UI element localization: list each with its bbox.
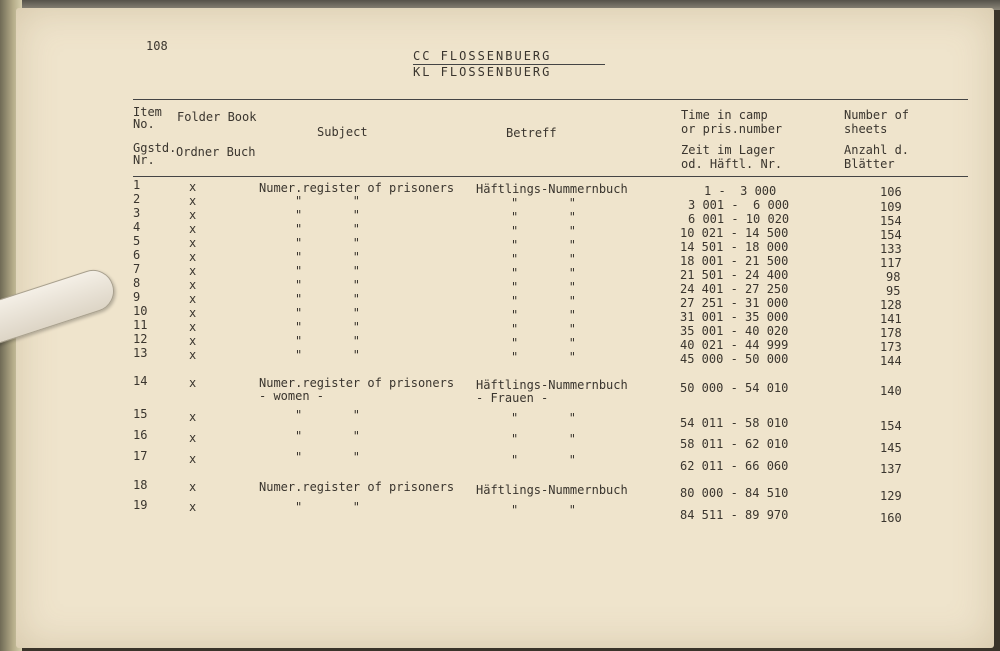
row-16-range: 58 011 - 62 010 bbox=[680, 437, 789, 451]
row-17-betreff: " " bbox=[511, 453, 577, 467]
row-2-no: 2 bbox=[133, 192, 141, 206]
header-folder-book: Folder Book bbox=[177, 110, 257, 124]
row-15-sheets: 154 bbox=[880, 419, 902, 433]
row-14-betreff-2: - Frauen - bbox=[476, 391, 549, 405]
row-5-betreff: " " bbox=[511, 238, 577, 252]
row-14-sheets: 140 bbox=[880, 384, 902, 398]
row-19-range: 84 511 - 89 970 bbox=[680, 508, 789, 522]
row-2-x: x bbox=[189, 194, 197, 208]
row-18-x: x bbox=[189, 480, 197, 494]
row-10-x: x bbox=[189, 306, 197, 320]
row-1-sheets: 106 bbox=[880, 185, 902, 199]
row-12-no: 12 bbox=[133, 332, 148, 346]
row-4-sheets: 154 bbox=[880, 228, 902, 242]
row-10-betreff: " " bbox=[511, 308, 577, 322]
row-15-betreff: " " bbox=[511, 411, 577, 425]
row-19-subject: " " bbox=[295, 500, 361, 514]
row-6-x: x bbox=[189, 250, 197, 264]
header-sheets-de1: Anzahl d. bbox=[844, 143, 910, 157]
row-17-x: x bbox=[189, 452, 197, 466]
row-16-subject: " " bbox=[295, 429, 361, 443]
row-9-betreff: " " bbox=[511, 294, 577, 308]
row-14-subject-2: - women - bbox=[259, 389, 325, 403]
row-7-subject: " " bbox=[295, 264, 361, 278]
row-9-no: 9 bbox=[133, 290, 141, 304]
row-19-betreff: " " bbox=[511, 503, 577, 517]
row-16-betreff: " " bbox=[511, 432, 577, 446]
row-2-range: 3 001 - 6 000 bbox=[688, 198, 790, 212]
row-13-subject: " " bbox=[295, 348, 361, 362]
row-3-subject: " " bbox=[295, 208, 361, 222]
header-item-de2: Nr. bbox=[133, 153, 155, 167]
row-6-sheets: 117 bbox=[880, 256, 902, 270]
row-17-sheets: 137 bbox=[880, 462, 902, 476]
row-15-subject: " " bbox=[295, 408, 361, 422]
row-6-no: 6 bbox=[133, 248, 141, 262]
row-10-subject: " " bbox=[295, 306, 361, 320]
row-14-range: 50 000 - 54 010 bbox=[680, 381, 789, 395]
row-13-x: x bbox=[189, 348, 197, 362]
header-top-rule bbox=[133, 99, 968, 100]
row-8-no: 8 bbox=[133, 276, 141, 290]
row-6-betreff: " " bbox=[511, 252, 577, 266]
row-15-no: 15 bbox=[133, 407, 148, 421]
row-11-x: x bbox=[189, 320, 197, 334]
header-betreff: Betreff bbox=[506, 126, 557, 140]
header-time-en1: Time in camp bbox=[681, 108, 768, 122]
row-14-betreff: Häftlings-Nummernbuch bbox=[476, 378, 628, 392]
row-15-range: 54 011 - 58 010 bbox=[680, 416, 789, 430]
index-tab[interactable] bbox=[0, 265, 119, 349]
row-2-betreff: " " bbox=[511, 196, 577, 210]
row-18-range: 80 000 - 84 510 bbox=[680, 486, 789, 500]
row-16-no: 16 bbox=[133, 428, 148, 442]
row-9-range: 27 251 - 31 000 bbox=[680, 296, 789, 310]
row-10-range: 31 001 - 35 000 bbox=[680, 310, 789, 324]
row-9-subject: " " bbox=[295, 292, 361, 306]
row-4-betreff: " " bbox=[511, 224, 577, 238]
row-4-no: 4 bbox=[133, 220, 141, 234]
row-7-no: 7 bbox=[133, 262, 141, 276]
row-18-betreff: Häftlings-Nummernbuch bbox=[476, 483, 628, 497]
row-3-x: x bbox=[189, 208, 197, 222]
row-11-sheets: 178 bbox=[880, 326, 902, 340]
row-4-range: 10 021 - 14 500 bbox=[680, 226, 789, 240]
row-13-no: 13 bbox=[133, 346, 148, 360]
row-17-no: 17 bbox=[133, 449, 148, 463]
row-5-no: 5 bbox=[133, 234, 141, 248]
row-18-no: 18 bbox=[133, 478, 148, 492]
row-3-no: 3 bbox=[133, 206, 141, 220]
row-13-sheets: 144 bbox=[880, 354, 902, 368]
row-11-no: 11 bbox=[133, 318, 148, 332]
page-number: 108 bbox=[146, 39, 168, 53]
row-14-x: x bbox=[189, 376, 197, 390]
row-2-sheets: 109 bbox=[880, 200, 902, 214]
row-8-betreff: " " bbox=[511, 280, 577, 294]
row-13-range: 45 000 - 50 000 bbox=[680, 352, 789, 366]
row-11-subject: " " bbox=[295, 320, 361, 334]
row-6-range: 18 001 - 21 500 bbox=[680, 254, 789, 268]
row-7-range: 21 501 - 24 400 bbox=[680, 268, 789, 282]
header-item-en: Item bbox=[133, 105, 162, 119]
header-bottom-rule bbox=[133, 176, 968, 177]
row-7-sheets: 98 bbox=[886, 270, 901, 284]
row-1-betreff: Häftlings-Nummernbuch bbox=[476, 182, 628, 196]
row-5-range: 14 501 - 18 000 bbox=[680, 240, 789, 254]
row-12-range: 40 021 - 44 999 bbox=[680, 338, 789, 352]
row-5-subject: " " bbox=[295, 236, 361, 250]
header-ordner-buch: Ordner Buch bbox=[176, 145, 256, 159]
row-10-no: 10 bbox=[133, 304, 148, 318]
row-12-subject: " " bbox=[295, 334, 361, 348]
row-19-x: x bbox=[189, 500, 197, 514]
row-3-range: 6 001 - 10 020 bbox=[688, 212, 790, 226]
row-18-sheets: 129 bbox=[880, 489, 902, 503]
row-4-x: x bbox=[189, 222, 197, 236]
row-11-range: 35 001 - 40 020 bbox=[680, 324, 789, 338]
row-10-sheets: 141 bbox=[880, 312, 902, 326]
row-8-x: x bbox=[189, 278, 197, 292]
row-15-x: x bbox=[189, 410, 197, 424]
row-17-subject: " " bbox=[295, 450, 361, 464]
row-11-betreff: " " bbox=[511, 322, 577, 336]
header-subject: Subject bbox=[317, 125, 368, 139]
row-3-betreff: " " bbox=[511, 210, 577, 224]
row-9-x: x bbox=[189, 292, 197, 306]
row-4-subject: " " bbox=[295, 222, 361, 236]
row-1-range: 1 - 3 000 bbox=[704, 184, 777, 198]
row-8-range: 24 401 - 27 250 bbox=[680, 282, 789, 296]
header-sheets-en1: Number of bbox=[844, 108, 910, 122]
header-sheets-en2: sheets bbox=[844, 122, 888, 136]
header-time-de2: od. Häftl. Nr. bbox=[681, 157, 783, 171]
row-12-x: x bbox=[189, 334, 197, 348]
row-7-x: x bbox=[189, 264, 197, 278]
row-8-subject: " " bbox=[295, 278, 361, 292]
header-time-en2: or pris.number bbox=[681, 122, 783, 136]
row-1-x: x bbox=[189, 180, 197, 194]
row-16-sheets: 145 bbox=[880, 441, 902, 455]
row-9-sheets: 128 bbox=[880, 298, 902, 312]
row-17-range: 62 011 - 66 060 bbox=[680, 459, 789, 473]
row-13-betreff: " " bbox=[511, 350, 577, 364]
row-19-sheets: 160 bbox=[880, 511, 902, 525]
header-item-de: Ggstd. bbox=[133, 141, 177, 155]
header-time-de1: Zeit im Lager bbox=[681, 143, 775, 157]
title-kl: KL FLOSSENBUERG bbox=[413, 65, 552, 79]
row-8-sheets: 95 bbox=[886, 284, 901, 298]
document-page bbox=[16, 8, 994, 648]
row-1-no: 1 bbox=[133, 178, 141, 192]
row-14-no: 14 bbox=[133, 374, 148, 388]
row-12-betreff: " " bbox=[511, 336, 577, 350]
row-12-sheets: 173 bbox=[880, 340, 902, 354]
row-3-sheets: 154 bbox=[880, 214, 902, 228]
row-5-sheets: 133 bbox=[880, 242, 902, 256]
row-7-betreff: " " bbox=[511, 266, 577, 280]
row-2-subject: " " bbox=[295, 194, 361, 208]
row-1-subject: Numer.register of prisoners bbox=[259, 181, 455, 195]
row-19-no: 19 bbox=[133, 498, 148, 512]
row-6-subject: " " bbox=[295, 250, 361, 264]
row-16-x: x bbox=[189, 431, 197, 445]
row-14-subject: Numer.register of prisoners bbox=[259, 376, 455, 390]
header-item-en2: No. bbox=[133, 117, 155, 131]
row-5-x: x bbox=[189, 236, 197, 250]
row-18-subject: Numer.register of prisoners bbox=[259, 480, 455, 494]
header-sheets-de2: Blätter bbox=[844, 157, 895, 171]
title-cc: CC FLOSSENBUERG bbox=[413, 49, 552, 63]
